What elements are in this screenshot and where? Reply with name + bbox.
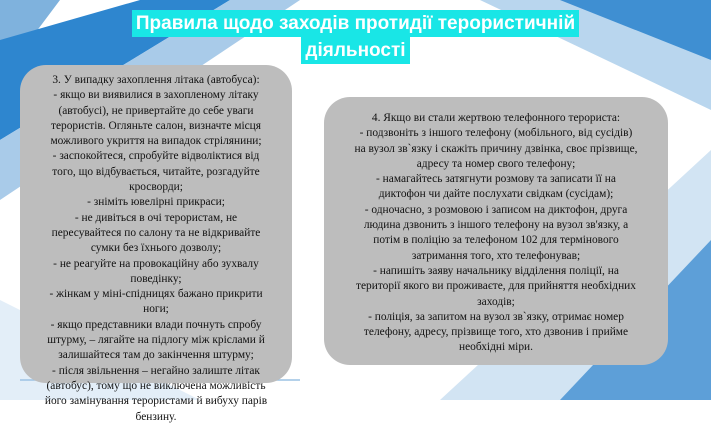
card-text-line: людина дзвонить з іншого телефону на вузол зв'язку, а <box>363 219 629 232</box>
card-text-line: - подзвоніть з іншого телефону (мобільного, від сусідів) <box>359 127 633 140</box>
card-text-line: території якого ви проживаєте, для прийняття необхідних <box>356 280 636 293</box>
card-text-line: потім в поліцію за телефоном 102 для термінового <box>373 234 619 247</box>
title-line-1: Правила щодо заходів протидії терористичній <box>132 10 579 37</box>
card-text-line: поведінку; <box>130 272 182 285</box>
card-text-line: пересувайтеся по салону та не відкривайте <box>51 226 261 239</box>
card-text-line: його замінування терористами й вибуху парів <box>44 395 268 408</box>
card-text-line: - після звільнення – негайно залиште літак <box>52 364 260 377</box>
card-text-line: затримання того, хто телефонував; <box>411 249 581 262</box>
card-text-line: - зніміть ювелірні прикраси; <box>87 196 225 209</box>
card-text-line: кросворди; <box>129 181 183 194</box>
phone-terrorist-rules-card <box>324 97 668 365</box>
slide-title <box>0 10 711 64</box>
title-line-2: діяльності <box>301 37 409 64</box>
card-text-line: - якщо ви виявилися в захопленому літаку <box>53 89 259 102</box>
card-text-line: штурму, – лягайте на підлогу між кріслами й <box>47 334 265 347</box>
card-text-line: необхідні міри. <box>459 341 533 354</box>
card-text-line: заходів; <box>477 295 515 308</box>
card-text-line: (автобус), тому що не виключена можливість <box>46 379 266 392</box>
card-text-line: бензину. <box>135 410 177 423</box>
card-text-line: - одночасно, з розмовою і записом на диктофон, друга <box>364 203 628 216</box>
card-text-line: можливого укриття на випадок стрілянини; <box>50 135 262 148</box>
card-text-line: (автобусі), не привертайте до себе уваги <box>58 104 254 117</box>
card-text-line: залишайтеся там до закінчення штурму; <box>58 349 254 362</box>
card-text-line: адресу та номер свого телефону; <box>416 157 576 170</box>
card-text-line: - якщо представники влади почнуть спробу <box>50 318 262 331</box>
card-text-line: на вузол зв`язку і скажіть причину дзвінка, своє прізвище, <box>354 142 638 155</box>
card-text-line: - напишіть заяву начальнику відділення поліції, на <box>373 264 619 277</box>
card-text-line: 4. Якщо ви стали жертвою телефонного терориста: <box>371 112 621 124</box>
card-text-line: - жінкам у міні-спідницях бажано прикрити <box>49 288 263 301</box>
card-text-line: телефону, адресу, прізвище того, хто дзвонив і прийме <box>363 326 629 339</box>
card-text-line: - намагайтесь затягнути розмову та записати її на <box>376 173 616 186</box>
card-text-line: сумки без їхнього дозволу; <box>90 242 222 255</box>
card-text-line: терористів. Огляньте салон, визначте місця <box>50 119 262 132</box>
aircraft-hijack-rules-card <box>20 65 292 423</box>
card-text-line: - заспокойтеся, спробуйте відволіктися від <box>52 150 260 163</box>
card-text-line: - поліція, за запитом на вузол зв`язку, отримає номер <box>368 310 624 323</box>
card-text-line: - не реагуйте на провокаційну або зухвалу <box>53 257 259 270</box>
card-text-line: 3. У випадку захоплення літака (автобуса): <box>52 74 260 86</box>
card-text-line: того, що відбувається, читайте, розгадуйте <box>52 165 260 178</box>
card-text-line: - не дивіться в очі терористам, не <box>74 211 238 224</box>
card-text-line: диктофон чи дайте послухати свідкам (сусідам); <box>378 188 614 201</box>
card-text-line: ноги; <box>143 303 169 316</box>
